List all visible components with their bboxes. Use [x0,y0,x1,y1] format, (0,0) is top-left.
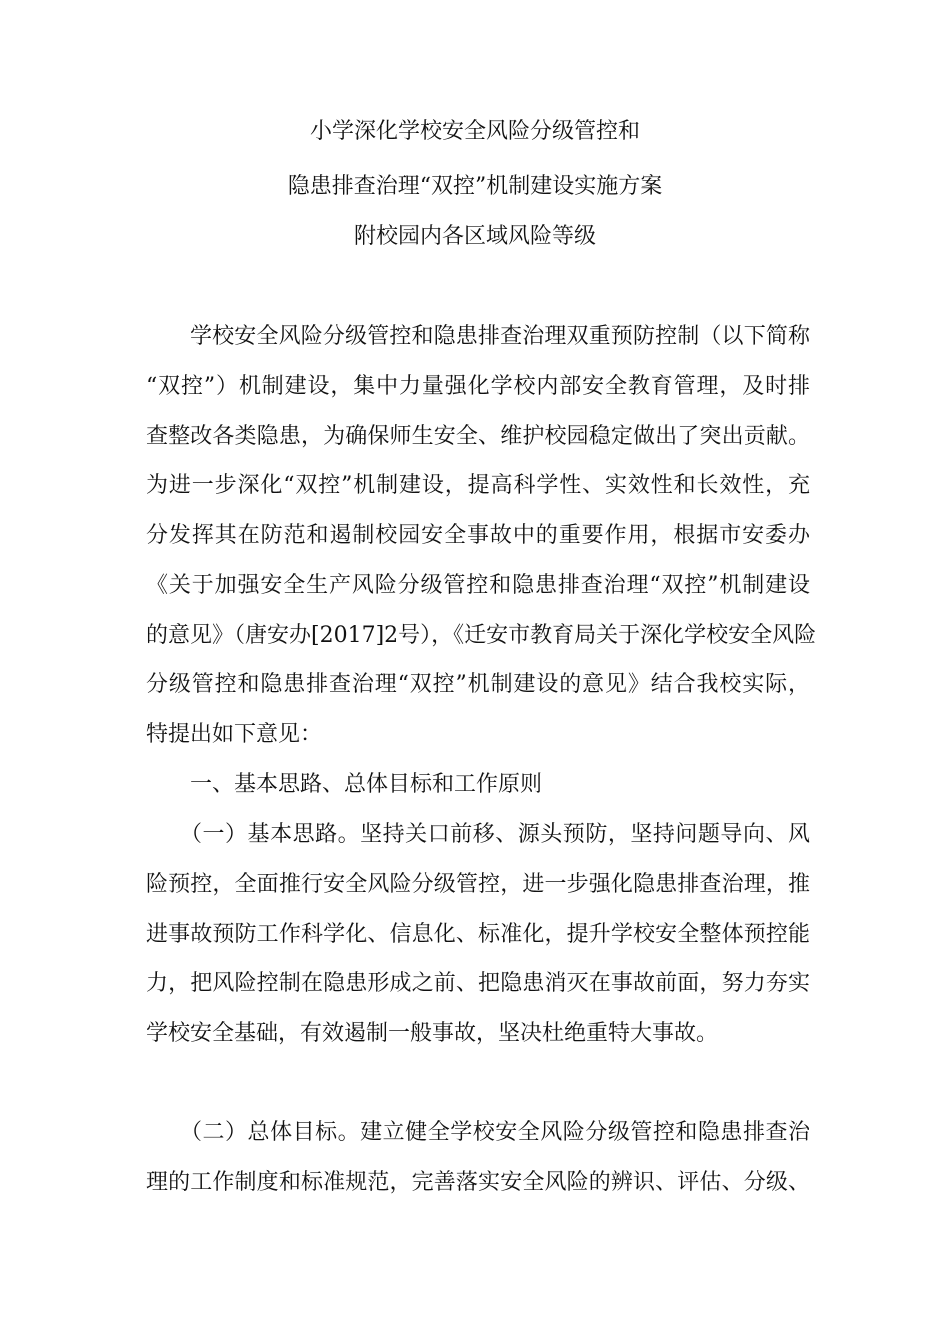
paragraph-line: 理的工作制度和标准规范，完善落实安全风险的辨识、评估、分级、 [146,1170,810,1195]
title-line-1: 小学深化学校安全风险分级管控和 [309,119,640,144]
paragraph-line: 进事故预防工作科学化、信息化、标准化，提升学校安全整体预控能 [146,922,810,947]
intro-line: 学校安全风险分级管控和隐患排查治理双重预防控制（以下简称 [190,324,810,349]
paragraph-line: 力，把风险控制在隐患形成之前、把隐患消灭在事故前面，努力夯实 [146,971,810,996]
intro-line: 分发挥其在防范和遏制校园安全事故中的重要作用，根据市安委办 [146,523,810,548]
intro-line: 分级管控和隐患排查治理“双控”机制建设的意见》结合我校实际， [146,672,810,697]
intro-line: 《关于加强安全生产风险分级管控和隐患排查治理“双控”机制建设 [146,573,810,598]
title-line-3: 附校园内各区域风险等级 [353,224,596,249]
paragraph-line: （一）基本思路。坚持关口前移、源头预防，坚持问题导向、风 [180,822,810,847]
intro-line: “双控”）机制建设，集中力量强化学校内部安全教育管理，及时排 [146,374,810,399]
title-line-2: 隐患排查治理“双控”机制建设实施方案 [287,174,663,199]
paragraph-line: 险预控，全面推行安全风险分级管控，进一步强化隐患排查治理，推 [146,872,810,897]
intro-line: 的意见》（唐安办[2017]2号），《迁安市教育局关于深化学校安全风险 [146,623,817,648]
intro-line: 查整改各类隐患，为确保师生安全、维护校园稳定做出了突出贡献。 [146,424,810,449]
intro-line: 为进一步深化“双控”机制建设，提高科学性、实效性和长效性，充 [146,473,810,498]
paragraph-line: 学校安全基础，有效遏制一般事故，坚决杜绝重特大事故。 [146,1021,719,1046]
paragraph-line: （二）总体目标。建立健全学校安全风险分级管控和隐患排查治 [180,1120,810,1145]
section-heading: 一、基本思路、总体目标和工作原则 [190,772,543,797]
intro-line: 特提出如下意见： [146,722,323,747]
